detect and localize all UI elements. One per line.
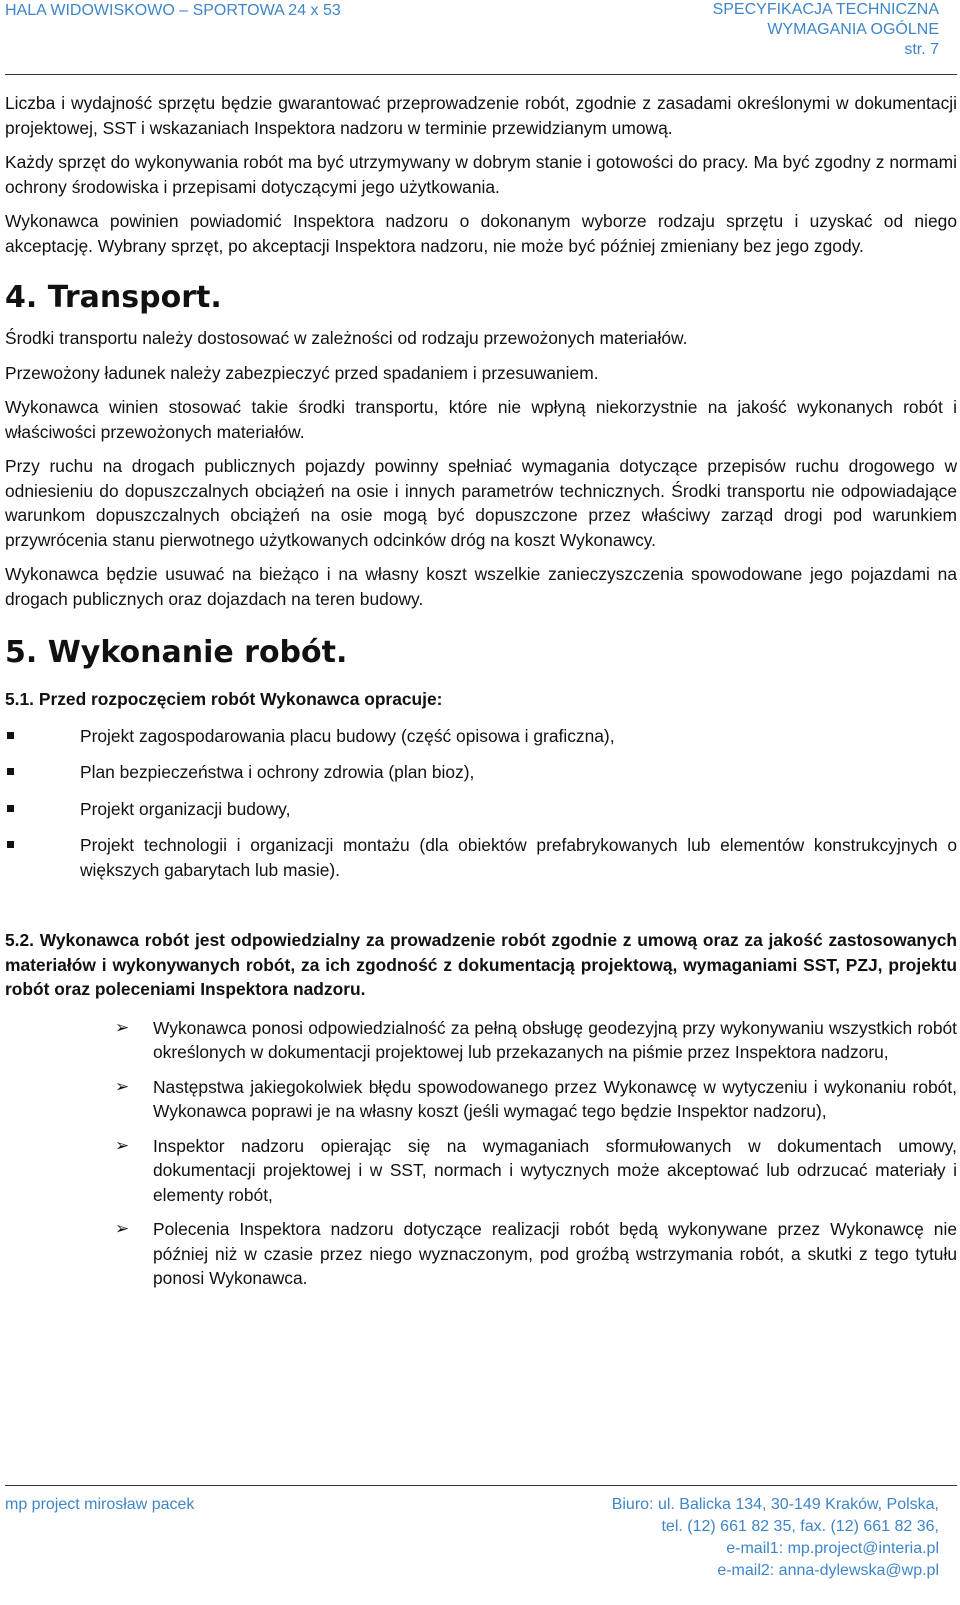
subsection-5-2: 5.2. Wykonawca robót jest odpowiedzialny za prowadzenie robót zgodnie z umową oraz za jakość zastosowanych materiałów i wykonywanych robót, za ich zgodność z dokumentacją projektową, wymaganiami SST, PZJ, projektu robót oraz poleceniami Inspektora nadzoru. bbox=[5, 930, 957, 999]
email-2[interactable]: e-mail2: anna-dylewska@wp.pl bbox=[717, 1562, 939, 1579]
responsibilities-list bbox=[5, 1016, 957, 1291]
arrow-bullet-icon: ➢ bbox=[115, 1076, 130, 1096]
document-body bbox=[5, 91, 957, 1291]
list-item: Projekt organizacji budowy, bbox=[80, 798, 291, 819]
arrow-bullet-icon: ➢ bbox=[115, 1017, 130, 1037]
page-header bbox=[5, 0, 957, 75]
paragraph-equipment-capacity: Liczba i wydajność sprzętu będzie gwarantować przeprowadzenie robót, zgodnie z zasadami określonymi w dokumentacji projektowej, SST i wskazaniach Inspektora nadzoru w terminie przewidzianym umową. bbox=[5, 93, 957, 138]
paragraph-transport-5: Wykonawca będzie usuwać na bieżąco i na własny koszt wszelkie zanieczyszczenia spowodowane jego pojazdami na drogach publicznych oraz dojazdach na teren budowy. bbox=[5, 564, 957, 609]
subsection-5-1: 5.1. Przed rozpoczęciem robót Wykonawca opracuje: bbox=[5, 689, 443, 709]
spec-title: SPECYFIKACJA TECHNICZNA bbox=[712, 1, 939, 18]
spec-subtitle: WYMAGANIA OGÓLNE bbox=[767, 21, 939, 38]
company-name: mp project mirosław pacek bbox=[5, 1496, 195, 1513]
page-number: str. 7 bbox=[904, 41, 939, 58]
plans-list bbox=[5, 724, 957, 883]
list-item: ➢ Polecenia Inspektora nadzoru dotyczące realizacji robót będą wykonywane przez Wykonawcę nie później niż w czasie przez niego wyznaczonym, pod groźbą wstrzymania robót, a skutki z tego tytułu ponosi Wykonawca. bbox=[115, 1219, 957, 1288]
list-item: ➢ Inspektor nadzoru opierając się na wymaganiach sformułowanych w dokumentach umowy, dokumentacji projektowej i w SST, normach i wytycznych może akceptować lub odrzucać materiały i elementy robót, bbox=[115, 1135, 957, 1205]
email-1[interactable]: e-mail1: mp.project@interia.pl bbox=[726, 1540, 939, 1557]
paragraph-transport-2: Przewożony ładunek należy zabezpieczyć przed spadaniem i przesuwaniem. bbox=[5, 362, 599, 383]
list-item: Plan bezpieczeństwa i ochrony zdrowia (plan bioz), bbox=[80, 762, 475, 782]
company-contact bbox=[612, 1494, 939, 1582]
project-title: HALA WIDOWISKOWO – SPORTOWA 24 x 53 bbox=[5, 2, 341, 19]
arrow-bullet-icon: ➢ bbox=[115, 1135, 130, 1155]
paragraph-equipment-acceptance: Wykonawca powinien powiadomić Inspektora nadzoru o dokonanym wyborze rodzaju sprzętu i uzyskać od niego akceptację. Wybrany sprzęt, po akceptacji Inspektora nadzoru, nie może być później zmieniany bez jego zgody. bbox=[5, 211, 957, 256]
document-title bbox=[713, 0, 939, 60]
paragraph-transport-3: Wykonawca winien stosować takie środki transportu, które nie wpłyną niekorzystnie na jakość wykonanych robót i właściwości przewożonych materiałów. bbox=[5, 397, 957, 442]
list-item: ➢ Następstwa jakiegokolwiek błędu spowodowanego przez Wykonawcę w wytyczeniu i wykonaniu robót, Wykonawca poprawi je na własny koszt (jeśli wymagać tego będzie Inspektor nadzoru), bbox=[115, 1076, 957, 1121]
list-item: Projekt technologii i organizacji montażu (dla obiektów prefabrykowanych lub elementów konstrukcyjnych o większych gabarytach lub masie). bbox=[80, 835, 957, 880]
paragraph-transport-4: Przy ruchu na drogach publicznych pojazdy powinny spełniać wymagania dotyczące przepisów ruchu drogowego w odniesieniu do dopuszczalnych obciążeń na osie i innych parametrów technicznych. Środki transportu nie odpowiadające warunkom dopuszczalnych obciążeń na osie mogą być dopuszczone przez właściwy zarząd drogi pod warunkiem przywrócenia stanu pierwotnego użytkowanych odcinków dróg na koszt Wykonawcy. bbox=[5, 456, 957, 550]
paragraph-equipment-condition: Każdy sprzęt do wykonywania robót ma być utrzymywany w dobrym stanie i gotowości do pracy. Ma być zgodny z normami ochrony środowiska i przepisami dotyczącymi jego użytkowania. bbox=[5, 152, 957, 197]
arrow-bullet-icon: ➢ bbox=[115, 1219, 130, 1238]
office-address: Biuro: ul. Balicka 134, 30-149 Kraków, Polska, bbox=[611, 1496, 939, 1513]
page-footer bbox=[5, 1485, 957, 1579]
section-heading-works: 5. Wykonanie robót. bbox=[5, 635, 348, 670]
paragraph-transport-1: Środki transportu należy dostosować w zależności od rodzaju przewożonych materiałów. bbox=[5, 328, 688, 348]
section-heading-transport: 4. Transport. bbox=[5, 280, 222, 315]
list-item: ➢ Wykonawca ponosi odpowiedzialność za pełną obsługę geodezyjną przy wykonywaniu wszystkich robót określonych w dokumentacji projektowej lub przekazanych na piśmie przez Inspektora nadzoru, bbox=[115, 1017, 957, 1062]
phone-fax: tel. (12) 661 82 35, fax. (12) 661 82 36, bbox=[661, 1518, 939, 1535]
list-item: Projekt zagospodarowania placu budowy (część opisowa i graficzna), bbox=[80, 725, 615, 746]
